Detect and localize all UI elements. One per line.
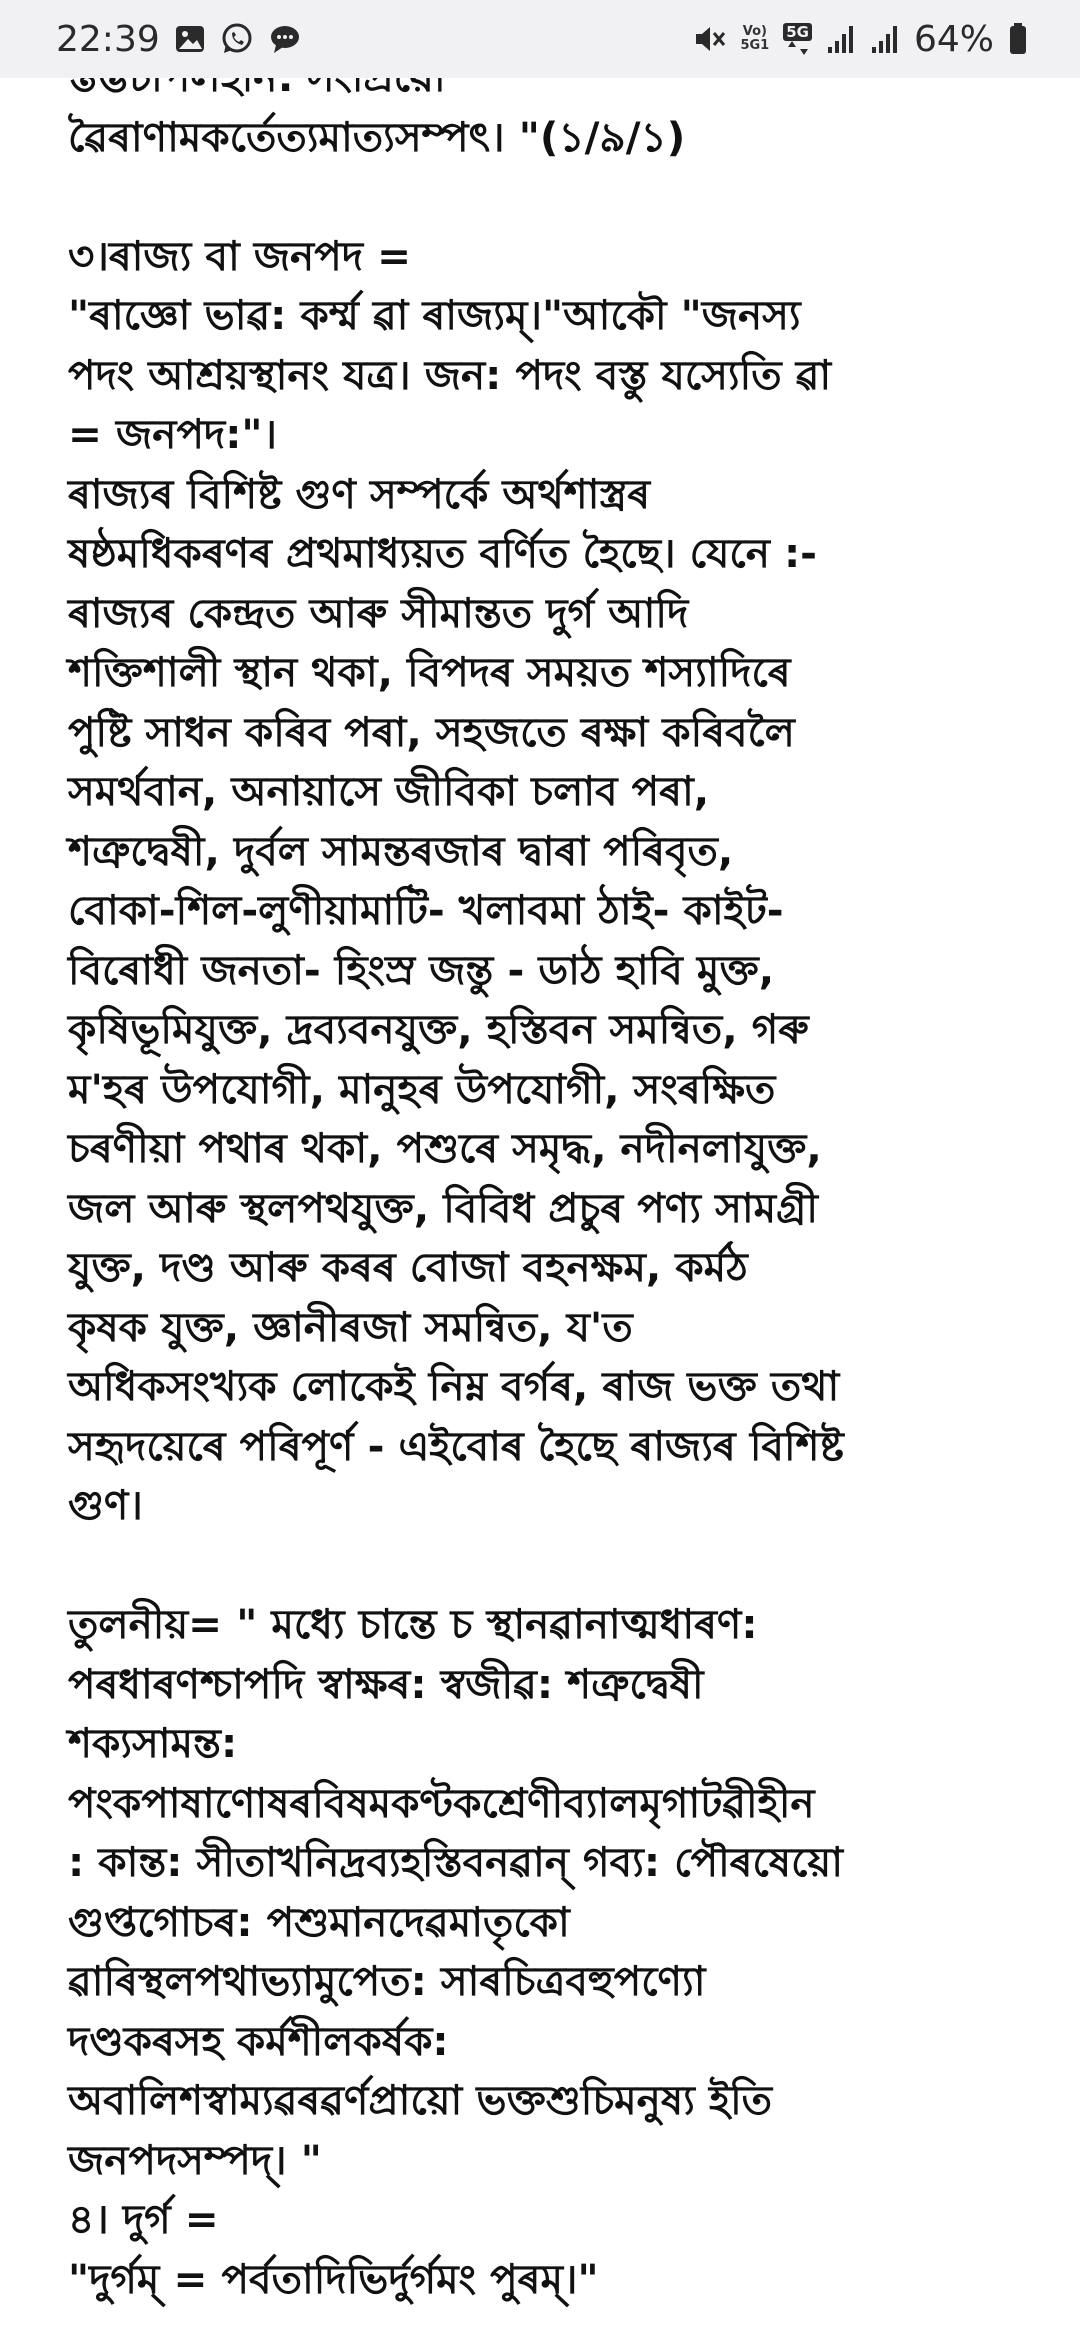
text-line: জল আৰু স্থলপথযুক্ত, বিবিধ প্ৰচুৰ পণ্য সামগ্ৰী	[68, 1183, 818, 1232]
text-line: দণ্ডকৰসহ কৰ্মশীলকৰ্ষক:	[68, 2016, 449, 2065]
text-line: ৱৈৰাণামকৰ্তেত্যমাত্যসম্পৎ। "(১/৯/১)	[68, 112, 686, 161]
text-line: ৱাৰিস্থলপথাভ্যামুপেত: সাৰচিত্ৰবহুপণ্যো	[68, 1957, 706, 2005]
text-line: অবালিশস্বাম্যৱৰৱৰ্ণপ্ৰায়ো ভক্তশুচিমনুষ্য ইতি	[68, 2076, 773, 2124]
text-line: ষষ্ঠমধিকৰণৰ প্ৰথমাধ্যয়ত বৰ্ণিত হৈছে। যেনে :-	[68, 529, 817, 577]
text-line: ৪। দুৰ্গ =	[68, 2195, 219, 2243]
battery-icon	[1008, 22, 1028, 56]
status-bar	[0, 0, 1080, 78]
text-line: চৰণীয়া পথাৰ থকা, পশুৰে সমৃদ্ধ, নদীনলাযুক্ত,	[68, 1124, 822, 1172]
status-right	[692, 19, 1028, 60]
text-line: শত্ৰুদ্বেষী, দুৰ্বল সামন্তৰজাৰ দ্বাৰা পৰিবৃত,	[68, 826, 734, 875]
gallery-icon	[174, 23, 206, 55]
mute-icon	[692, 23, 726, 55]
text-line: অধিকসংখ্যক লোকেই নিম্ন বৰ্গৰ, ৰাজ ভক্ত তথা	[68, 1362, 840, 1410]
network-type-icon	[783, 23, 812, 55]
text-line: পংকপাষাণোষৰবিষমকণ্টকশ্ৰেণীব্যালমৃগাটৱীহীন	[68, 1778, 815, 1827]
text-line: ৰাজ্যৰ বিশিষ্ট গুণ সম্পৰ্কে অৰ্থশাস্ত্ৰৰ	[68, 469, 651, 518]
network-type-label: 5G	[783, 23, 812, 41]
text-line: : কান্ত: সীতাখনিদ্ৰব্যহস্তিবনৱান্ গব্য: পৌৰষেয়ো	[68, 1838, 843, 1886]
volte-label-top: Vo)	[742, 24, 767, 39]
text-line: গুণ।	[68, 1481, 143, 1529]
text-line: কৃষক যুক্ত, জ্ঞানীৰজা সমন্বিত, য'ত	[68, 1302, 633, 1351]
signal-icon-sim1	[826, 23, 856, 55]
text-line: যুক্ত, দণ্ড আৰু কৰৰ বোজা বহনক্ষম, কৰ্মঠ	[68, 1243, 748, 1291]
text-line	[68, 167, 1028, 227]
text-line: তুলনীয়= " মধ্যে চান্তে চ স্থানৱানাত্মধাৰণ:	[68, 1600, 758, 1648]
text-line: শক্যসামন্ত:	[68, 1719, 238, 1767]
text-line: শক্তিশালী স্থান থকা, বিপদৰ সময়ত শস্যাদিৰে	[68, 648, 791, 696]
text-line: পুষ্টি সাধন কৰিব পৰা, সহজতে ৰক্ষা কৰিবলৈ	[68, 707, 795, 756]
text-line: = জনপদ:"।	[68, 410, 277, 458]
text-line: সহৃদয়েৰে পৰিপূৰ্ণ - এইবোৰ হৈছে ৰাজ্যৰ বিশিষ্ট	[68, 1421, 844, 1470]
whatsapp-icon	[220, 22, 254, 56]
text-line	[68, 1536, 1028, 1596]
text-line: গুপ্তগোচৰ: পশুমানদেৱমাতৃকো	[68, 1897, 570, 1946]
text-line: বোকা-শিল-লুণীয়ামাটি- খলাবমা ঠাই- কাইট-	[68, 886, 784, 934]
text-line: ম'হৰ উপযোগী, মানুহৰ উপযোগী, সংৰক্ষিত	[68, 1064, 776, 1113]
text-line: পৰধাৰণশ্চাপদি স্বাক্ষৰ: স্বজীৱ: শত্ৰুদ্বেষী	[68, 1659, 704, 1708]
text-line: কৃষিভূমিযুক্ত, দ্ৰব্যবনযুক্ত, হস্তিবন সমন্বিত, গৰু	[68, 1005, 809, 1053]
article-text	[68, 48, 1028, 2309]
volte-icon	[740, 25, 769, 53]
text-line: পদং আশ্ৰয়স্থানং যত্ৰ। জন: পদং বস্তু যস্যেতি ৱা	[68, 350, 832, 399]
text-line: "দুৰ্গম্ = পৰ্বতাদিভিৰ্দুৰ্গমং পুৰম্।"	[68, 2254, 599, 2303]
text-line: বিৰোধী জনতা- হিংস্ৰ জন্তু - ডাঠ হাবি মুক্ত,	[68, 945, 775, 994]
text-line: জনপদসম্পদ্। "	[68, 2135, 322, 2184]
text-line: সমৰ্থবান, অনায়াসে জীবিকা চলাব পৰা,	[68, 767, 710, 815]
signal-icon-sim2	[870, 23, 900, 55]
text-line: "ৰাজ্ঞো ভাৱ: কৰ্ম্ম ৱা ৰাজ্যম্।"আকৌ "জনস্য	[68, 291, 801, 339]
chat-bubble-icon	[268, 23, 302, 55]
status-time: 22:39	[56, 18, 160, 60]
battery-percent: 64%	[913, 18, 994, 60]
volte-label-bottom: 5G1	[740, 38, 770, 53]
text-line: ৰাজ্যৰ কেন্দ্ৰত আৰু সীমান্তত দুৰ্গ আদি	[68, 588, 689, 637]
text-line: ৩।ৰাজ্য বা জনপদ =	[68, 231, 412, 280]
status-left	[56, 19, 302, 60]
